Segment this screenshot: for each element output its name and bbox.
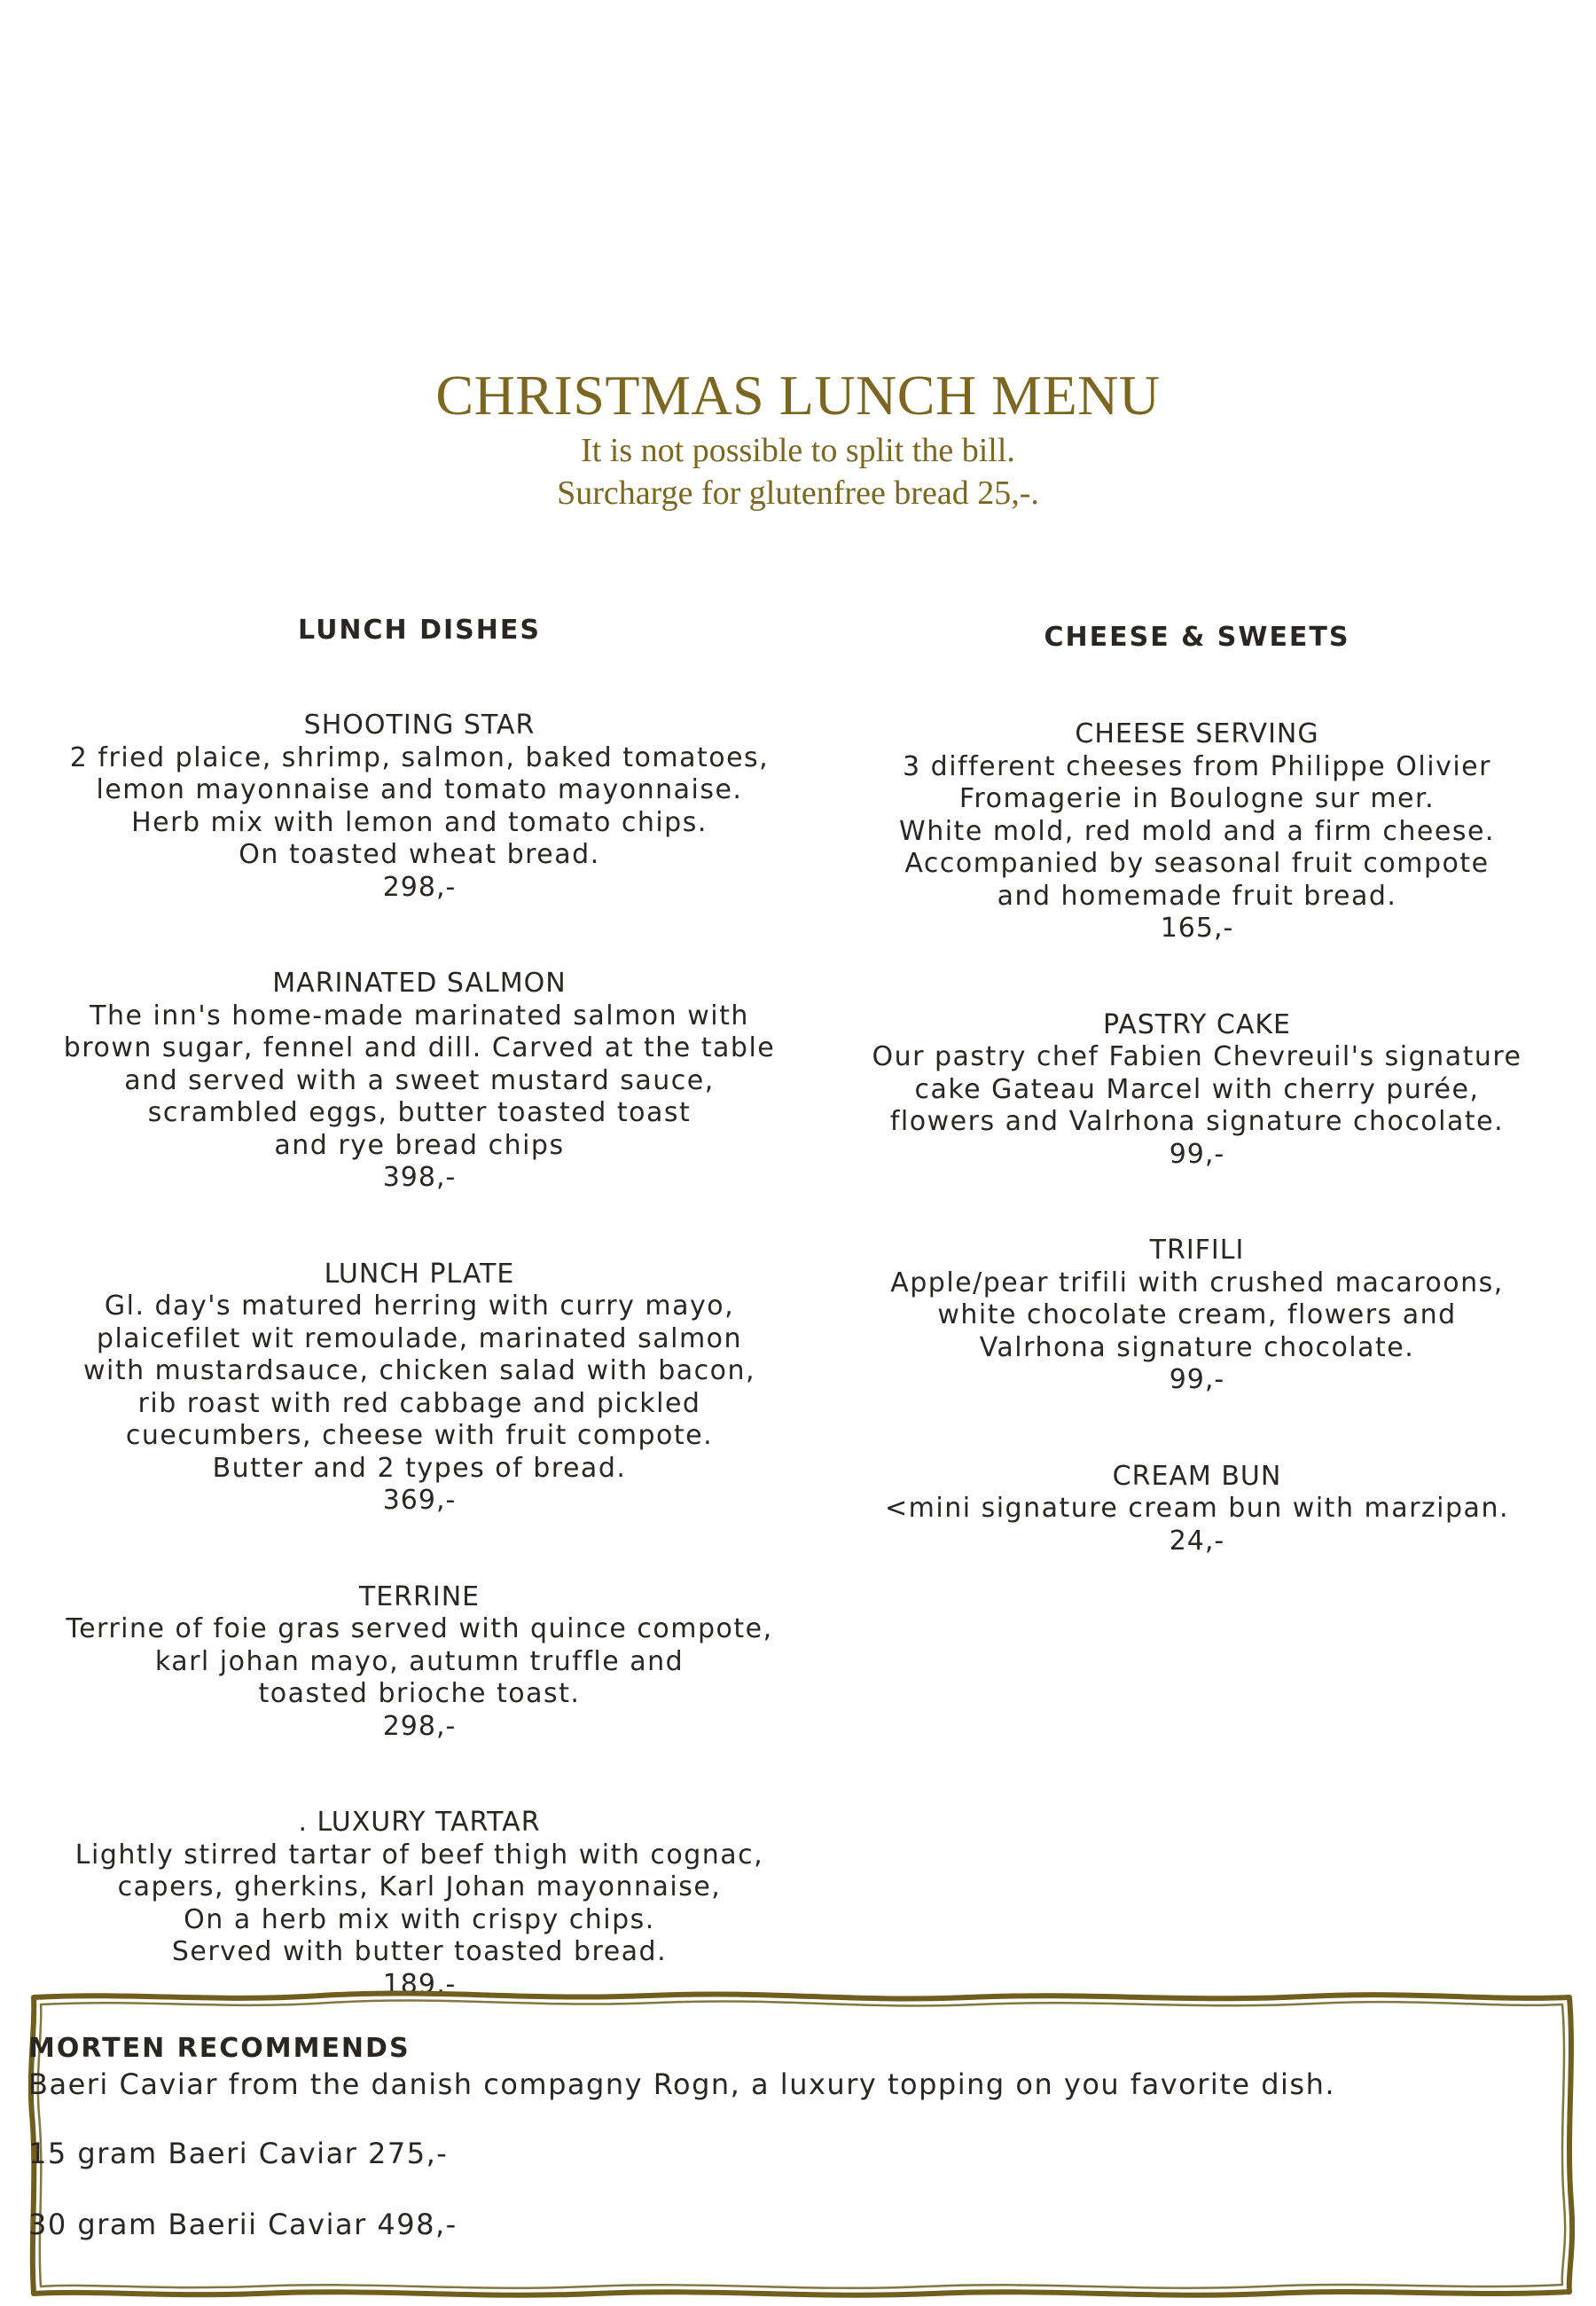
item-description: 2 fried plaice, shrimp, salmon, baked tomatoes, lemon mayonnaise and tomato mayonnaise. Herb mix with lemon and tomato chips. On toasted wheat bread. — [69, 741, 770, 870]
lunch-dishes-column — [35, 614, 803, 2001]
section-heading-cheese-sweets: CHEESE & SWEETS — [1044, 622, 1350, 653]
item-name: TERRINE — [358, 1580, 481, 1612]
item-price: 99,- — [1169, 1138, 1225, 1170]
menu-item — [35, 710, 803, 904]
menu-title: CHRISTMAS LUNCH MENU — [435, 364, 1161, 427]
recommendation-text: Baeri Caviar from the danish compagny Rogn, a luxury topping on you favorite dish. — [28, 2067, 1336, 2101]
menu-item — [35, 1259, 803, 1518]
item-price: 298,- — [382, 871, 457, 903]
menu-item — [847, 1235, 1547, 1397]
item-name: MARINATED SALMON — [272, 968, 567, 999]
recommendation-heading: MORTEN RECOMMENDS — [28, 2033, 411, 2064]
item-name: PASTRY CAKE — [1103, 1008, 1291, 1040]
caviar-price-30g: 30 gram Baerii Caviar 498,- — [28, 2208, 458, 2241]
cheese-sweets-column — [847, 621, 1547, 1557]
menu-item — [847, 1461, 1547, 1558]
caviar-price-15g: 15 gram Baeri Caviar 275,- — [28, 2137, 449, 2170]
item-description: Apple/pear trifili with crushed macaroons, white chocolate cream, flowers and Valrhona signature chocolate. — [890, 1267, 1504, 1363]
item-description: Terrine of foie gras served with quince compote, karl johan mayo, autumn truffle and toasted brioche toast. — [66, 1613, 773, 1709]
item-description: <mini signature cream bun with marzipan. — [885, 1493, 1509, 1524]
item-name: LUNCH PLATE — [324, 1258, 515, 1290]
recommendation-box — [28, 1990, 1575, 2299]
menu-item — [847, 1009, 1547, 1172]
section-heading-lunch-dishes: LUNCH DISHES — [298, 615, 541, 646]
menu-item — [847, 718, 1547, 945]
item-price: 99,- — [1169, 1364, 1225, 1395]
item-price: 165,- — [1160, 913, 1234, 944]
item-price: 189,- — [382, 1968, 457, 2000]
item-name: SHOOTING STAR — [303, 710, 536, 741]
menu-subtitle-surcharge: Surcharge for glutenfree bread 25,-. — [557, 475, 1039, 512]
item-name: . LUXURY TARTAR — [298, 1807, 541, 1838]
menu-subtitle-split-bill: It is not possible to split the bill. — [581, 432, 1015, 469]
menu-item — [35, 1581, 803, 1744]
item-description: 3 different cheeses from Philippe Olivier Fromagerie in Boulogne sur mer. White mold, red mold and a firm cheese. Accompanied by seasonal fruit compote and homemade fruit bread. — [899, 750, 1495, 912]
item-price: 298,- — [382, 1710, 457, 1742]
item-description: The inn's home-made marinated salmon with brown sugar, fennel and dill. Carved at the table and served with a sweet mustard sauce, scrambled eggs, butter toasted toast and rye bread chips — [63, 1000, 776, 1161]
item-name: CHEESE SERVING — [1075, 718, 1319, 749]
menu-item — [35, 1807, 803, 2001]
item-price: 369,- — [382, 1485, 457, 1516]
item-name: TRIFILI — [1149, 1235, 1245, 1266]
item-price: 398,- — [382, 1162, 457, 1193]
item-price: 24,- — [1169, 1525, 1225, 1557]
item-description: Lightly stirred tartar of beef thigh with cognac, capers, gherkins, Karl Johan mayonnaise, On a herb mix with crispy chips. Served with butter toasted bread. — [74, 1839, 764, 1967]
item-name: CREAM BUN — [1112, 1460, 1282, 1492]
menu-item — [35, 968, 803, 1195]
menu-header — [0, 362, 1596, 514]
item-description: Our pastry chef Fabien Chevreuil's signature cake Gateau Marcel with cherry purée, flowers and Valrhona signature chocolate. — [872, 1041, 1522, 1137]
item-description: Gl. day's matured herring with curry mayo, plaicefilet wit remoulade, marinated salmon with mustardsauce, chicken salad with bacon, rib roast with red cabbage and pickled cuecumbers, cheese with fruit compote. Butter and 2 types of bread. — [82, 1290, 756, 1484]
